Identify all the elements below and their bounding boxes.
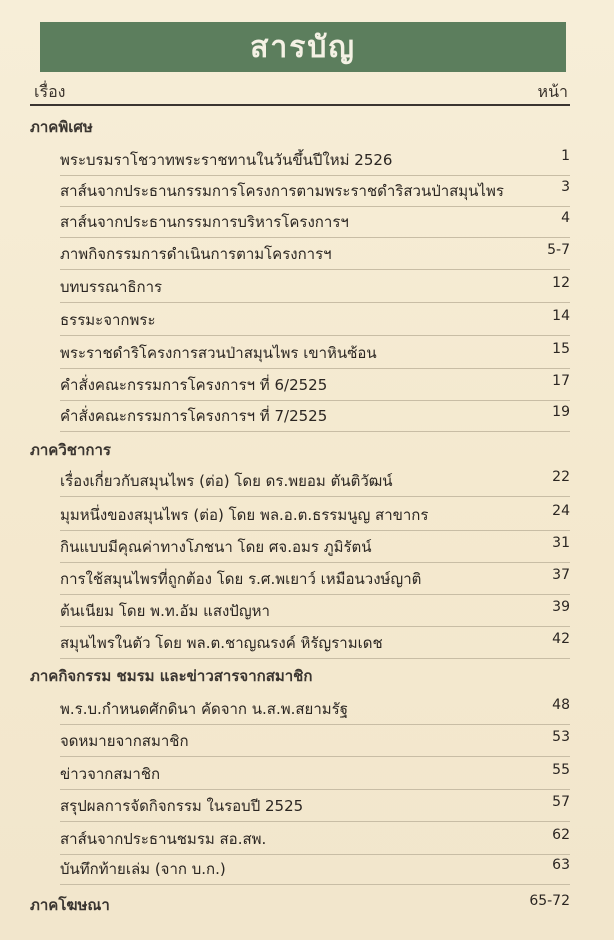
section-title-academic: ภาควิชาการ [30,441,111,459]
toc-entry-page: 42 [552,631,570,647]
toc-entry-page: 19 [552,404,570,420]
toc-entry-title: คำสั่งคณะกรรมการโครงการฯ ที่ 7/2525 [60,407,328,425]
toc-entry [60,567,570,589]
section-page-range: 65-72 [529,893,570,909]
toc-entry [60,729,570,751]
toc-entry-title: ข่าวจากสมาชิก [60,765,161,783]
toc-entry-title: ธรรมะจากพระ [60,311,156,329]
toc-entry [60,148,570,170]
toc-entry [60,308,570,330]
toc-entry-title: สาส์นจากประธานชมรม สอ.สพ. [60,830,267,848]
toc-entry-title: ภาพกิจกรรมการดำเนินการตามโครงการฯ [60,245,332,263]
toc-entry-page: 62 [552,827,570,843]
toc-entry [60,341,570,363]
toc-entry-title: บันทึกท้ายเล่ม (จาก บ.ก.) [60,860,226,878]
toc-entry [60,631,570,653]
column-header-page: หน้า [537,82,568,101]
toc-entry-page: 1 [561,148,570,164]
toc-entry [60,275,570,297]
toc-entry-title: การใช้สมุนไพรที่ถูกต้อง โดย ร.ศ.พเยาว์ เหมือนวงษ์ญาติ [60,570,422,588]
toc-entry-title: สมุนไพรในตัว โดย พล.ต.ชาญณรงค์ หิรัญรามเดช [60,634,383,652]
toc-entry-page: 53 [552,729,570,745]
toc-entry [60,697,570,719]
toc-entry [60,210,570,232]
toc-entry-page: 14 [552,308,570,324]
toc-entry [60,599,570,621]
toc-entry [60,762,570,784]
toc-entry-title: พระบรมราโชวาทพระราชทานในวันขึ้นปีใหม่ 2526 [60,151,393,169]
toc-entry-page: 39 [552,599,570,615]
column-header [30,80,570,104]
toc-entry-title: เรื่องเกี่ยวกับสมุนไพร (ต่อ) โดย ดร.พยอม ตันติวัฒน์ [60,472,393,490]
section-title-advertising: ภาคโฆษณา [30,896,110,914]
toc-entry [60,857,570,879]
header-divider [30,104,570,106]
toc-entry-page: 5-7 [547,242,570,258]
toc-entry [60,827,570,849]
toc-entry-title: ต้นเนียม โดย พ.ท.อัม แสงปัญหา [60,602,270,620]
toc-entry-title: สรุปผลการจัดกิจกรรม ในรอบปี 2525 [60,797,304,815]
toc-entry-title: จดหมายจากสมาชิก [60,732,189,750]
toc-entry-page: 3 [561,179,570,195]
toc-entry-page: 15 [552,341,570,357]
toc-entry-page: 37 [552,567,570,583]
toc-entry-title: มุมหนึ่งของสมุนไพร (ต่อ) โดย พล.อ.ต.ธรรมนูญ สาขากร [60,506,429,524]
toc-entry-page: 55 [552,762,570,778]
toc-entry-page: 63 [552,857,570,873]
toc-entry-title: พระราชดำริโครงการสวนป่าสมุนไพร เขาหินซ้อน [60,344,377,362]
toc-entry [60,469,570,491]
page-title: สารบัญ [250,29,356,65]
toc-entry-page: 48 [552,697,570,713]
toc-entry [60,179,570,201]
toc-entry-page: 31 [552,535,570,551]
toc-entry-title: สาส์นจากประธานกรรมการบริหารโครงการฯ [60,213,349,231]
toc-entry-title: พ.ร.บ.กำหนดศักดินา คัดจาก น.ส.พ.สยามรัฐ [60,700,348,718]
toc-entry-title: คำสั่งคณะกรรมการโครงการฯ ที่ 6/2525 [60,376,328,394]
toc-entry [60,535,570,557]
toc-entry [60,373,570,395]
toc-entry-title: กินแบบมีคุณค่าทางโภชนา โดย ศจ.อมร ภูมิรัตน์ [60,538,372,556]
toc-entry-page: 24 [552,503,570,519]
toc-entry [60,794,570,816]
toc-entry-page: 4 [561,210,570,226]
toc-entry [60,242,570,264]
toc-entry [60,404,570,426]
toc-entry-page: 57 [552,794,570,810]
title-banner [40,22,566,72]
column-header-topic: เรื่อง [34,82,66,101]
section-title-activities: ภาคกิจกรรม ชมรม และข่าวสารจากสมาชิก [30,667,313,685]
toc-entry [60,503,570,525]
toc-entry-page: 22 [552,469,570,485]
section-title-special: ภาคพิเศษ [30,118,93,136]
toc-entry-page: 17 [552,373,570,389]
toc-entry-page: 12 [552,275,570,291]
toc-entry-title: สาส์นจากประธานกรรมการโครงการตามพระราชดำริสวนป่าสมุนไพร [60,182,504,200]
toc-entry-title: บทบรรณาธิการ [60,278,163,296]
